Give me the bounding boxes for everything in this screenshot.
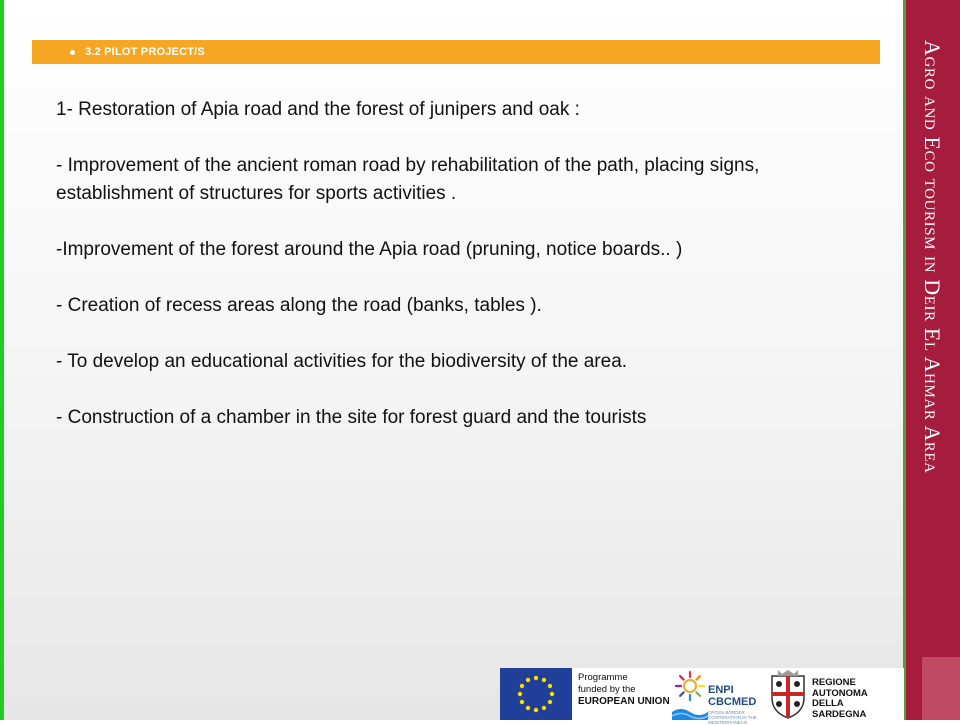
eu-line-2: funded by the xyxy=(578,684,636,695)
paragraph-recess-areas: - Creation of recess areas along the road (banks, tables ). xyxy=(56,295,542,316)
enpi-title xyxy=(708,684,756,708)
sardegna-line-2: AUTONOMA xyxy=(812,687,868,699)
paragraph-educational-activities: - To develop an educational activities for the biodiversity of the area. xyxy=(56,351,628,372)
eu-flag-logo xyxy=(500,668,572,720)
sardegna-line-3: DELLA SARDEGNA xyxy=(812,698,867,720)
bullet-icon xyxy=(70,50,75,55)
regione-sardegna-logo xyxy=(762,668,897,720)
eu-line-1: Programme xyxy=(578,672,628,683)
eu-stars-icon xyxy=(500,668,572,720)
paragraph-restoration-heading: 1- Restoration of Apia road and the forest of junipers and oak : xyxy=(56,99,580,120)
section-header-bar xyxy=(32,40,880,64)
paragraph-forest-improvement: -Improvement of the forest around the Apia road (pruning, notice boards.. ) xyxy=(56,239,683,260)
left-accent-bar xyxy=(0,0,4,720)
enpi-cbcmed-logo xyxy=(672,668,762,725)
slide-title: Agro and Eco tourism in Deir El Ahmar Area xyxy=(920,40,945,474)
sidebar-edge xyxy=(903,0,906,720)
enpi-line-2: CBCMED xyxy=(708,696,757,708)
enpi-sun-icon xyxy=(672,668,708,720)
enpi-subtitle: CROSS-BORDER COOPERATION IN THE MEDITERRANEAN xyxy=(708,710,757,725)
partner-logos-strip xyxy=(500,668,904,725)
slide-body xyxy=(56,96,846,460)
eu-programme-text xyxy=(572,668,672,720)
sardinia-coat-of-arms-icon xyxy=(766,668,810,720)
paragraph-chamber-construction: - Construction of a chamber in the site for forest guard and the tourists xyxy=(56,407,647,428)
sardegna-line-1: REGIONE xyxy=(812,677,856,688)
paragraph-road-improvement: - Improvement of the ancient roman road by rehabilitation of the path, placing signs, establishment of structures for sports activities . xyxy=(56,155,760,204)
eu-line-3: EUROPEAN UNION xyxy=(578,696,670,707)
section-label: 3.2 PILOT PROJECT/S xyxy=(85,46,205,58)
enpi-line-1: ENPI xyxy=(708,684,734,696)
sardegna-text xyxy=(812,678,897,720)
